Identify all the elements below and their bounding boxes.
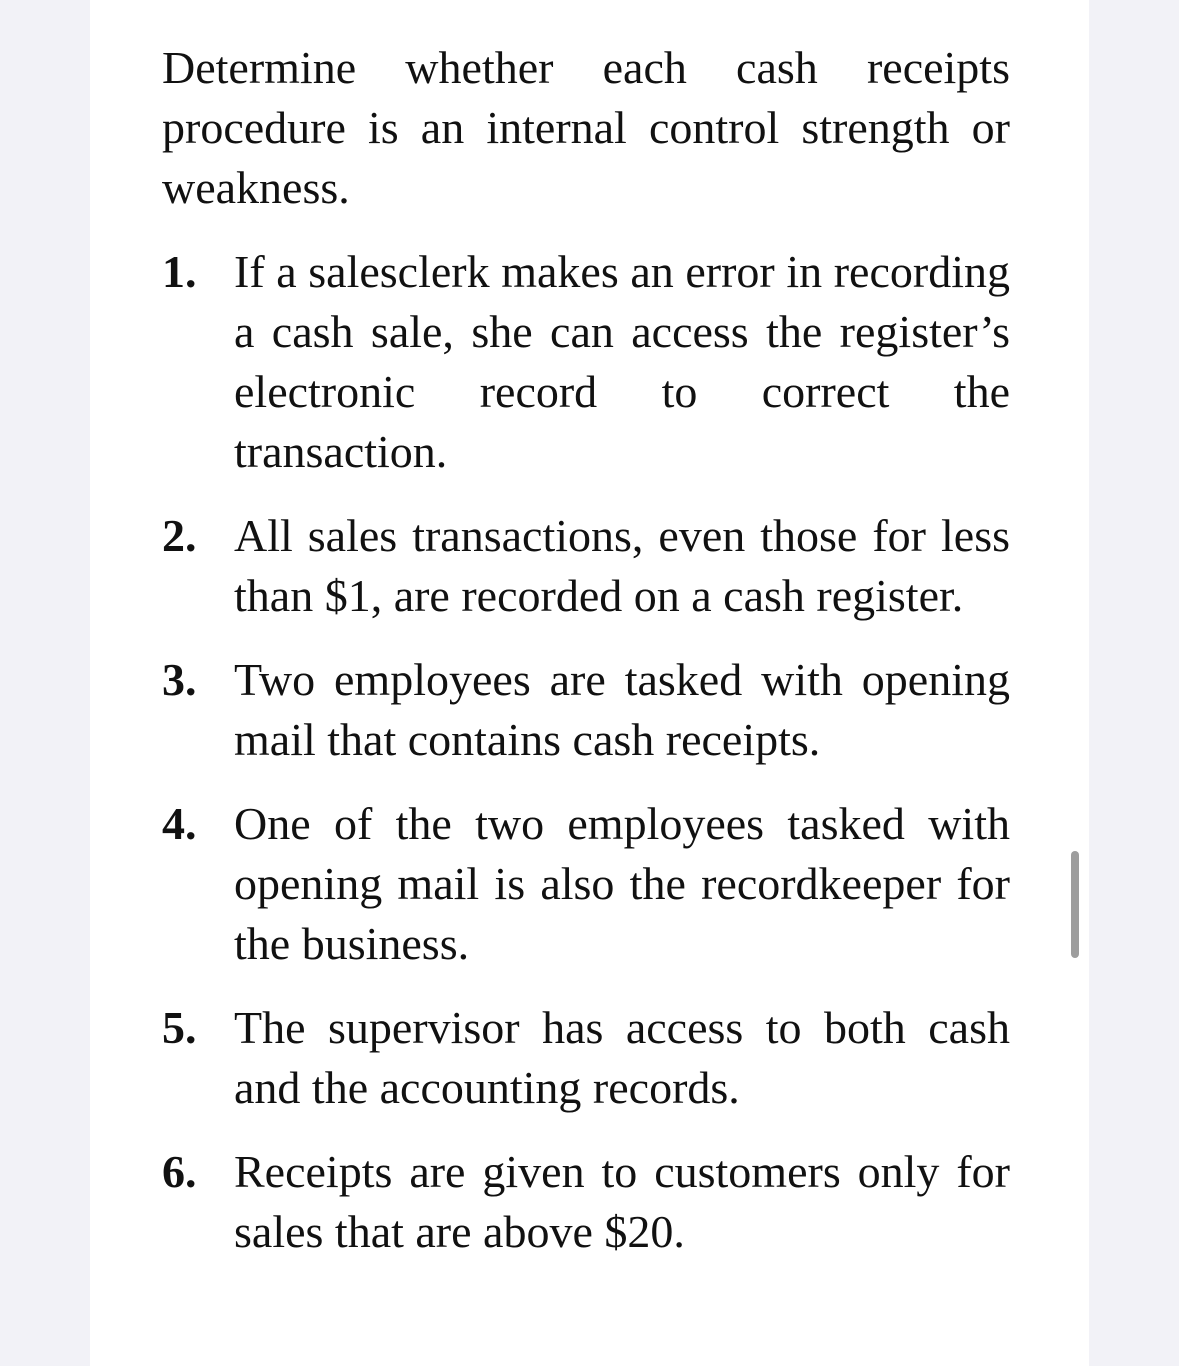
intro-paragraph: Determine whether each cash receipts procedure is an internal control strength or weakness. <box>162 42 1010 213</box>
item-number: 1. <box>162 246 197 297</box>
item-number: 5. <box>162 1002 197 1053</box>
item-number: 4. <box>162 798 197 849</box>
item-number: 2. <box>162 510 197 561</box>
item-text: Two employees are tasked with opening mail that contains cash receipts. <box>234 654 1010 765</box>
vertical-scrollbar[interactable] <box>1071 851 1079 958</box>
procedure-list <box>162 242 1010 1262</box>
item-text: If a salesclerk makes an error in recording a cash sale, she can access the register’s electronic record to correct the transaction. <box>234 246 1010 477</box>
list-item <box>162 998 1010 1118</box>
list-item <box>162 1142 1010 1262</box>
list-item <box>162 794 1010 974</box>
list-item <box>162 650 1010 770</box>
item-number: 6. <box>162 1146 197 1197</box>
item-text: All sales transactions, even those for less than $1, are recorded on a cash register. <box>234 510 1010 621</box>
item-text: One of the two employees tasked with opening mail is also the recordkeeper for the business. <box>234 798 1010 969</box>
item-text: Receipts are given to customers only for sales that are above $20. <box>234 1146 1010 1257</box>
document-page <box>90 0 1089 1366</box>
document-content <box>162 38 1010 1286</box>
list-item <box>162 242 1010 482</box>
item-number: 3. <box>162 654 197 705</box>
item-text: The supervisor has access to both cash and the accounting records. <box>234 1002 1010 1113</box>
list-item <box>162 506 1010 626</box>
